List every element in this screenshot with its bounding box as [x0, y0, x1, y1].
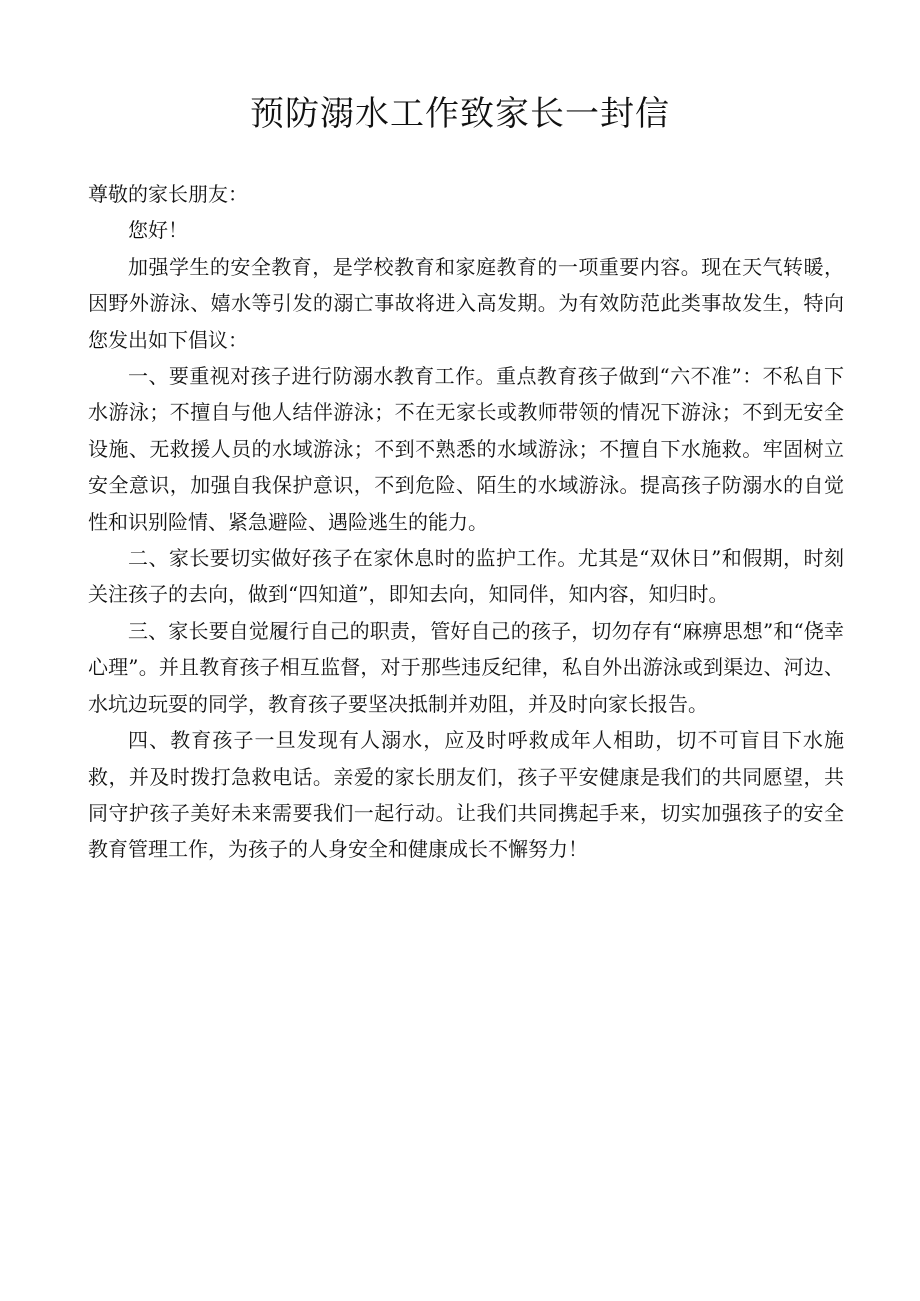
greeting: 您好！: [128, 218, 188, 243]
letter-body: [88, 176, 844, 868]
salutation: 尊敬的家长朋友：: [88, 182, 248, 206]
paragraph-point-4: 四、教育孩子一旦发现有人溺水，应及时呼救成年人相助，切不可盲目下水施救，并及时拨打急救电话。亲爱的家长朋友们，孩子平安健康是我们的共同愿望，共同守护孩子美好未来需要我们一起行动。让我们共同携起手来，切实加强孩子的安全教育管理工作，为孩子的人身安全和健康成长不懈努力！: [88, 728, 844, 862]
paragraph-point-1: 一、要重视对孩子进行防溺水教育工作。重点教育孩子做到“六不准”：不私自下水游泳；不擅自与他人结伴游泳；不在无家长或教师带领的情况下游泳；不到无安全设施、无救援人员的水域游泳；不到不熟悉的水域游泳；不擅自下水施救。牢固树立安全意识，加强自我保护意识，不到危险、陌生的水域游泳。提高孩子防溺水的自觉性和识别险情、紧急避险、遇险逃生的能力。: [88, 364, 844, 534]
document-title: 预防溺水工作致家长一封信: [250, 94, 670, 134]
paragraph-intro: 加强学生的安全教育，是学校教育和家庭教育的一项重要内容。现在天气转暖，因野外游泳、嬉水等引发的溺亡事故将进入高发期。为有效防范此类事故发生，特向您发出如下倡议：: [88, 254, 844, 352]
paragraph-point-3: 三、家长要自觉履行自己的职责，管好自己的孩子，切勿存有“麻痹思想”和“侥幸心理”。并且教育孩子相互监督，对于那些违反纪律，私自外出游泳或到渠边、河边、水坑边玩耍的同学，教育孩子要坚决抵制并劝阻，并及时向家长报告。: [88, 618, 844, 716]
paragraph-point-2: 二、家长要切实做好孩子在家休息时的监护工作。尤其是“双休日”和假期，时刻关注孩子的去向，做到“四知道”，即知去向，知同伴，知内容，知归时。: [88, 546, 844, 607]
